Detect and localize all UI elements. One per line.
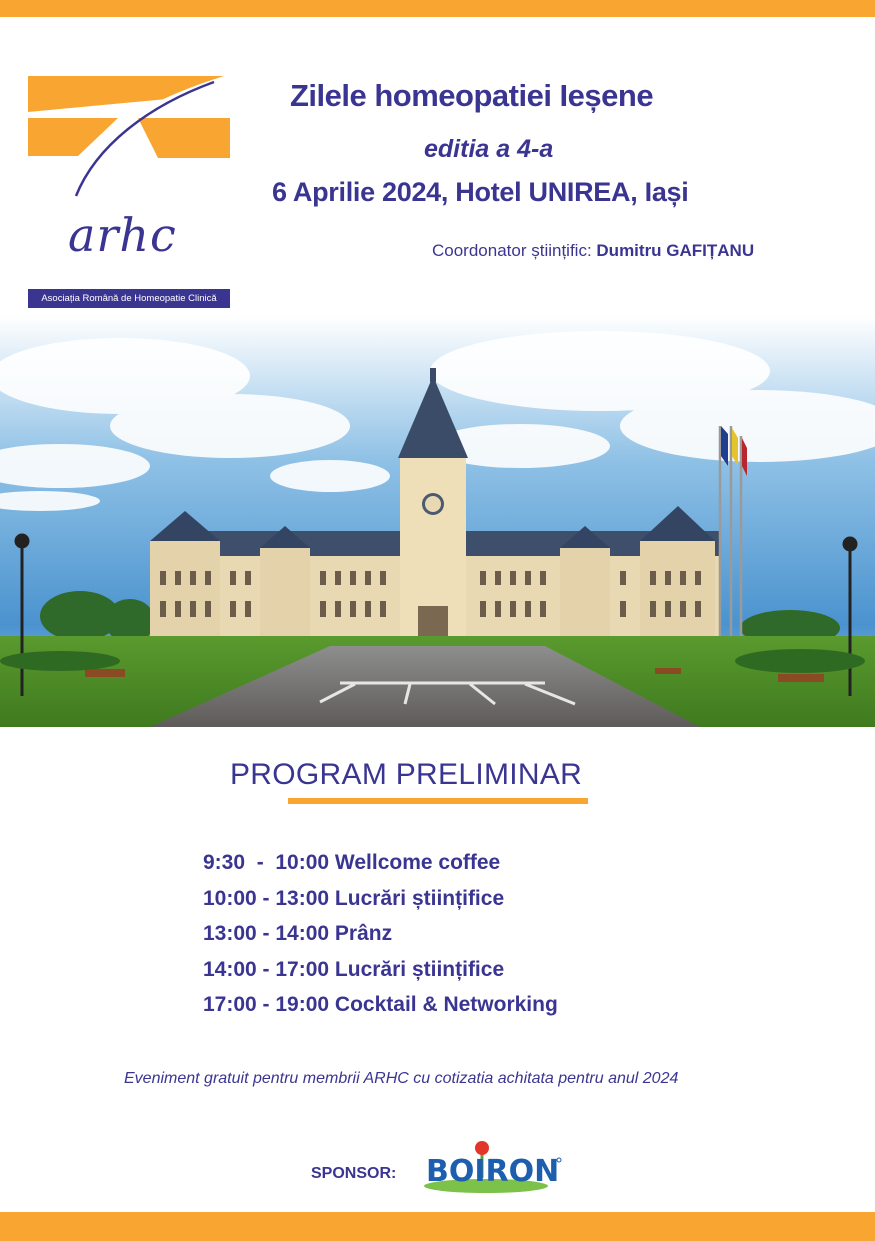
boiron-logo	[420, 1138, 562, 1196]
membership-note: Eveniment gratuit pentru membrii ARHC cu cotizatia achitata pentru anul 2024	[124, 1070, 679, 1087]
program-title-underline	[288, 798, 588, 804]
logo-caption: Asociația Română de Homeopatie Clinică	[28, 289, 230, 308]
bottom-accent-bar	[0, 1212, 875, 1241]
coordinator-label: Coordonator științific:	[432, 241, 597, 260]
event-edition: editia a 4-a	[424, 135, 554, 163]
schedule-item: 17:00 - 19:00 Cocktail & Networking	[203, 993, 558, 1016]
schedule-item: 9:30 - 10:00 Wellcome coffee	[203, 851, 501, 874]
event-title: Zilele homeopatiei Ieșene	[290, 78, 654, 113]
schedule-item: 14:00 - 17:00 Lucrări științifice	[203, 957, 505, 981]
top-accent-bar	[0, 0, 875, 17]
logo-mark-text: arhc	[68, 208, 177, 262]
event-date-location: 6 Aprilie 2024, Hotel UNIREA, Iași	[272, 177, 689, 207]
program-title: PROGRAM PRELIMINAR	[230, 758, 583, 791]
palace-photo	[0, 316, 875, 727]
coordinator-line	[432, 241, 754, 261]
program-schedule	[203, 848, 558, 1026]
sponsor-label: SPONSOR:	[311, 1165, 397, 1182]
boiron-wordmark: BOIRON	[426, 1154, 560, 1189]
palace-of-culture-image	[0, 316, 875, 727]
schedule-item: 10:00 - 13:00 Lucrări științifice	[203, 886, 505, 910]
coordinator-name: Dumitru GAFIȚANU	[596, 241, 755, 260]
schedule-item: 13:00 - 14:00 Prânz	[203, 922, 393, 945]
arhc-logo	[28, 76, 230, 304]
